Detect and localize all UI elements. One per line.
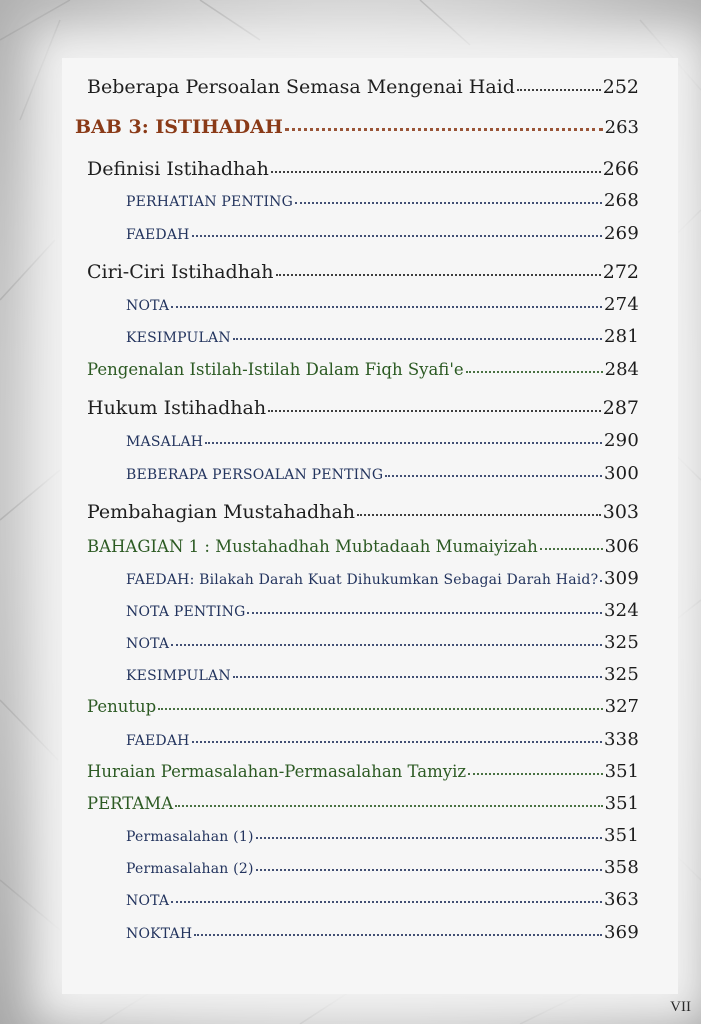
toc-entry-label: BAB 3: ISTIHADAH xyxy=(75,116,283,138)
toc-entry-label: Huraian Permasalahan-Permasalahan Tamyiz xyxy=(87,762,467,781)
toc-entry-page: 284 xyxy=(604,359,639,380)
dot-leader xyxy=(540,548,603,550)
toc-entry-page: 351 xyxy=(604,761,639,782)
page-number: VII xyxy=(670,999,691,1015)
toc-subentry[interactable] xyxy=(126,223,639,244)
toc-entry-page: 325 xyxy=(604,664,639,685)
toc-entry[interactable] xyxy=(87,696,639,717)
toc-subentry[interactable] xyxy=(126,922,639,943)
toc-subentry[interactable] xyxy=(126,889,639,910)
toc-entry-page: 274 xyxy=(604,294,639,315)
dot-leader xyxy=(192,741,602,743)
toc-entry-page: 290 xyxy=(604,430,639,451)
dot-leader xyxy=(276,274,601,276)
toc-entry-label: PERHATIAN PENTING xyxy=(126,194,294,210)
toc-entry-label: BEBERAPA PERSOALAN PENTING xyxy=(126,467,384,483)
toc-entry-label: KESIMPULAN xyxy=(126,668,231,684)
toc-entry-label: Pengenalan Istilah-Istilah Dalam Fiqh Syafi'e xyxy=(87,360,464,379)
dot-leader xyxy=(468,773,603,775)
toc-entry-page: 327 xyxy=(604,696,639,717)
dot-leader xyxy=(385,475,602,477)
toc-subentry[interactable] xyxy=(126,729,639,750)
toc-entry-label: Definisi Istihadhah xyxy=(87,158,269,180)
toc-entry-label: NOTA xyxy=(126,636,170,652)
dot-leader xyxy=(233,676,602,678)
toc-entry[interactable] xyxy=(87,397,639,419)
toc-entry[interactable] xyxy=(87,501,639,523)
toc-entry-page: 324 xyxy=(604,600,639,621)
toc-entry-label: Penutup xyxy=(87,697,157,716)
toc-subentry[interactable] xyxy=(126,190,639,211)
toc-entry-label: NOTA xyxy=(126,298,170,314)
toc-entry[interactable] xyxy=(87,261,639,283)
dot-leader xyxy=(256,837,602,839)
toc-subentry[interactable] xyxy=(126,600,639,621)
dot-leader xyxy=(285,128,603,131)
toc-entry[interactable] xyxy=(87,158,639,180)
toc-entry-page: 306 xyxy=(604,536,639,557)
toc-entry-label: Permasalahan (1) xyxy=(126,829,254,845)
toc-subentry[interactable] xyxy=(126,430,639,451)
toc-entry-page: 281 xyxy=(604,326,639,347)
toc-entry-page: 269 xyxy=(604,223,639,244)
toc-entry-page: 351 xyxy=(604,825,639,846)
toc-entry[interactable] xyxy=(87,536,639,557)
toc-entry-label: Hukum Istihadhah xyxy=(87,397,267,419)
toc-entry-label: Pembahagian Mustahadhah xyxy=(87,501,356,523)
toc-subentry[interactable] xyxy=(126,664,639,685)
dot-leader xyxy=(466,371,603,373)
dot-leader xyxy=(295,202,602,204)
dot-leader xyxy=(171,901,602,903)
toc-entry-label: BAHAGIAN 1 : Mustahadhah Mubtadaah Mumaiyizah xyxy=(87,537,538,556)
dot-leader xyxy=(268,410,601,412)
dot-leader xyxy=(192,235,602,237)
toc-entry-label: FAEDAH xyxy=(126,227,190,243)
toc-entry-page: 325 xyxy=(604,632,639,653)
toc-entry-label: NOTA xyxy=(126,893,170,909)
toc-subentry[interactable] xyxy=(126,463,639,484)
toc-entry-page: 266 xyxy=(602,158,639,180)
toc-subentry[interactable] xyxy=(126,857,639,878)
toc-entry-page: 252 xyxy=(602,76,639,98)
toc-entry-page: 309 xyxy=(604,568,639,589)
dot-leader xyxy=(256,869,602,871)
toc-subentry[interactable] xyxy=(126,825,639,846)
toc-entry-page: 268 xyxy=(604,190,639,211)
dot-leader xyxy=(205,442,602,444)
dot-leader xyxy=(171,644,602,646)
toc-entry-label: PERTAMA xyxy=(87,794,174,813)
dot-leader xyxy=(271,171,601,173)
toc-entry-page: 263 xyxy=(604,117,639,138)
toc-entry[interactable] xyxy=(87,761,639,782)
toc-subentry[interactable] xyxy=(126,294,639,315)
toc-entry-page: 358 xyxy=(604,857,639,878)
toc-entry-label: Beberapa Persoalan Semasa Mengenai Haid xyxy=(87,76,515,98)
toc-entry-page: 287 xyxy=(602,397,639,419)
toc-subentry[interactable] xyxy=(126,326,639,347)
toc-entry-label: Ciri-Ciri Istihadhah xyxy=(87,261,274,283)
toc-subentry[interactable] xyxy=(126,568,639,589)
toc-entry-label: FAEDAH: Bilakah Darah Kuat Dihukumkan Sebagai Darah Haid? xyxy=(126,572,599,588)
dot-leader xyxy=(194,934,602,936)
toc-entry-label: NOTA PENTING xyxy=(126,604,246,620)
toc-chapter-heading[interactable] xyxy=(75,116,639,138)
dot-leader xyxy=(175,805,603,807)
toc-entry-page: 272 xyxy=(602,261,639,283)
toc-entry[interactable] xyxy=(87,793,639,814)
dot-leader xyxy=(357,514,601,516)
toc-entry-label: MASALAH xyxy=(126,434,204,450)
dot-leader xyxy=(517,89,601,91)
toc-entry-label: NOKTAH xyxy=(126,926,193,942)
dot-leader xyxy=(233,338,602,340)
toc-entry-page: 303 xyxy=(602,501,639,523)
toc-entry[interactable] xyxy=(87,359,639,380)
toc-entry-page: 300 xyxy=(604,463,639,484)
toc-entry-label: FAEDAH xyxy=(126,733,190,749)
dot-leader xyxy=(171,306,602,308)
toc-entry-page: 369 xyxy=(604,922,639,943)
toc-entry[interactable] xyxy=(87,76,639,98)
toc-entry-page: 363 xyxy=(604,889,639,910)
toc-entry-label: Permasalahan (2) xyxy=(126,861,254,877)
toc-entry-label: KESIMPULAN xyxy=(126,330,231,346)
dot-leader xyxy=(600,580,602,582)
dot-leader xyxy=(158,708,602,710)
toc-subentry[interactable] xyxy=(126,632,639,653)
toc-entry-page: 338 xyxy=(604,729,639,750)
toc-entry-page: 351 xyxy=(604,793,639,814)
dot-leader xyxy=(247,612,602,614)
